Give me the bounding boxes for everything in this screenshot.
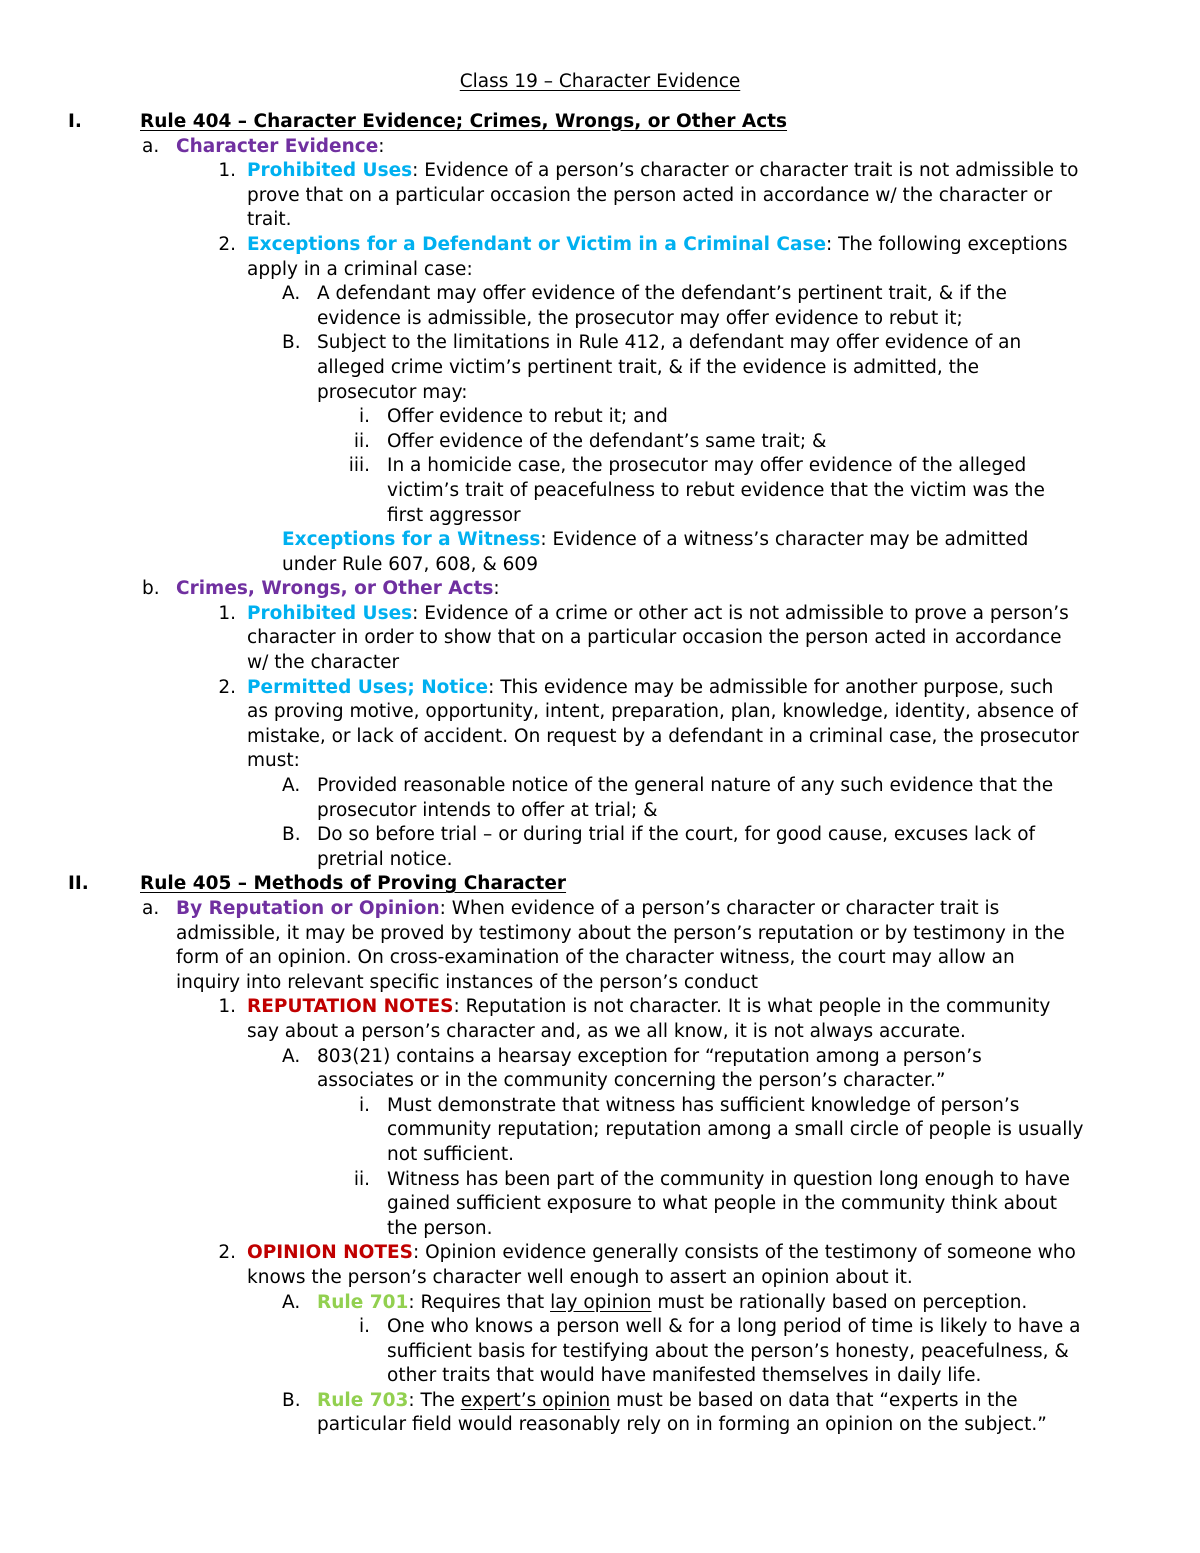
text: A defendant may offer evidence of the defendant’s pertinent trait, & if the (317, 283, 1007, 305)
text-line: knows the person’s character well enough to assert an opinion about it. (247, 1266, 913, 1288)
text: : Evidence of a crime or other act is not admissible to prove a person’s (412, 602, 1069, 624)
list-item (0, 454, 1200, 479)
list-marker: 1. (218, 602, 236, 624)
text-line: evidence is admissible, the prosecutor may offer evidence to rebut it; (317, 307, 963, 329)
text: : Reputation is not character. It is what people in the community (453, 996, 1051, 1018)
text: : Evidence of a person’s character or character trait is not admissible to (412, 160, 1079, 182)
list-marker: i. (358, 1094, 370, 1116)
section-heading (0, 872, 1200, 897)
text-line: inquiry into relevant specific instances of the person’s conduct (176, 971, 759, 993)
list-item (0, 1241, 1200, 1266)
list-marker: 2. (218, 233, 236, 255)
list-item (0, 233, 1200, 258)
document-body (0, 110, 1200, 1438)
text-line: trait. (247, 209, 292, 231)
list-marker: a. (142, 135, 160, 157)
list-marker: A. (282, 775, 301, 797)
text: : Requires that (408, 1291, 551, 1313)
list-item (0, 897, 1200, 922)
text: Offer evidence to rebut it; and (387, 406, 668, 428)
section-title: Rule 405 – Methods of Proving Character (140, 873, 567, 895)
list-marker: 1. (218, 996, 236, 1018)
text: : (493, 578, 500, 600)
text-line: mistake, or lack of accident. On request by a defendant in a criminal case, the prosecutor (247, 725, 1079, 747)
text: : (378, 135, 385, 157)
text-line: admissible, it may be proved by testimony about the person’s reputation or by testimony in the (176, 922, 1065, 944)
text-line: sufficient basis for testifying about the person’s honesty, peacefulness, & (387, 1340, 1069, 1362)
text: One who knows a person well & for a long period of time is likely to have a (387, 1316, 1081, 1338)
text: : The following exceptions (826, 233, 1068, 255)
topic-label: Rule 703 (317, 1389, 409, 1411)
text-line: victim’s trait of peacefulness to rebut evidence that the victim was the (387, 479, 1045, 501)
text-line: apply in a criminal case: (247, 258, 473, 280)
text-line: prosecutor may: (317, 381, 468, 403)
list-item (0, 577, 1200, 602)
list-marker: b. (142, 578, 160, 600)
text: Do so before trial – or during trial if the court, for good cause, excuses lack of (317, 824, 1036, 846)
text-line: under Rule 607, 608, & 609 (282, 553, 538, 575)
text: Subject to the limitations in Rule 412, a defendant may offer evidence of an (317, 332, 1022, 354)
topic-label: Prohibited Uses (247, 160, 413, 182)
text-line: prove that on a particular occasion the person acted in accordance w/ the character or (247, 184, 1053, 206)
list-marker: II. (68, 873, 89, 895)
text-line: as proving motive, opportunity, intent, preparation, plan, knowledge, identity, absence of (247, 701, 1078, 723)
list-marker: i. (358, 1316, 370, 1338)
list-marker: ii. (353, 430, 370, 452)
text: must be rationally based on perception. (651, 1291, 1028, 1313)
list-marker: B. (282, 1389, 301, 1411)
text-line: form of an opinion. On cross-examination of the character witness, the court may allow an (176, 947, 1015, 969)
text-line: pretrial notice. (317, 848, 453, 870)
text-line: gained sufficient exposure to what people in the community think about (387, 1193, 1058, 1215)
topic-label: REPUTATION NOTES (247, 996, 454, 1018)
list-item (0, 405, 1200, 430)
list-marker: a. (142, 898, 160, 919)
topic-label: By Reputation or Opinion (176, 898, 440, 919)
text-line: say about a person’s character and, as we all know, it is not always accurate. (247, 1020, 966, 1042)
text-line: associates or in the community concerning the person’s character.” (317, 1070, 946, 1092)
text-line: character in order to show that on a particular occasion the person acted in accordance (247, 627, 1062, 649)
list-item (0, 430, 1200, 455)
text: : The (408, 1389, 461, 1411)
topic-label: Rule 701 (317, 1291, 409, 1313)
text: : When evidence of a person’s character or character trait is (439, 898, 1000, 919)
text: : This evidence may be admissible for another purpose, such (488, 676, 1054, 698)
list-marker: 2. (218, 1242, 236, 1264)
text: In a homicide case, the prosecutor may offer evidence of the alleged (387, 455, 1027, 477)
text: Offer evidence of the defendant’s same trait; & (387, 430, 827, 452)
list-marker: B. (282, 332, 301, 354)
topic-label: Crimes, Wrongs, or Other Acts (176, 578, 494, 600)
text: must be based on data that “experts in the (610, 1389, 1018, 1411)
text: : Evidence of a witness’s character may be admitted (540, 529, 1029, 551)
text: : Opinion evidence generally consists of the testimony of someone who (412, 1242, 1076, 1264)
text-line: other traits that would have manifested themselves in daily life. (387, 1365, 982, 1387)
text-line: w/ the character (247, 652, 400, 674)
list-item (0, 676, 1200, 701)
document-title: Class 19 – Character Evidence (459, 71, 741, 92)
list-item (0, 159, 1200, 184)
list-item (0, 282, 1200, 307)
text: 803(21) contains a hearsay exception for “reputation among a person’s (317, 1045, 982, 1067)
text-line: community reputation; reputation among a small circle of people is usually (387, 1119, 1084, 1141)
list-item (0, 135, 1200, 160)
list-marker: i. (358, 406, 370, 428)
list-marker: A. (282, 283, 301, 305)
list-item (0, 1315, 1200, 1340)
text-line: must: (247, 750, 300, 772)
topic-label: Prohibited Uses (247, 602, 413, 624)
list-marker: 2. (218, 676, 236, 698)
text: Witness has been part of the community in question long enough to have (387, 1168, 1070, 1190)
list-item (0, 1168, 1200, 1193)
text-line: alleged crime victim’s pertinent trait, & if the evidence is admitted, the (317, 356, 979, 378)
text: Provided reasonable notice of the general nature of any such evidence that the (317, 775, 1054, 797)
text-line: not sufficient. (387, 1143, 514, 1165)
section-title: Rule 404 – Character Evidence; Crimes, Wrongs, or Other Acts (140, 111, 788, 132)
list-item (0, 602, 1200, 627)
list-item (0, 528, 1200, 553)
list-marker: A. (282, 1291, 301, 1313)
list-marker: A. (282, 1045, 301, 1067)
topic-label: Character Evidence (176, 135, 379, 157)
text-line: first aggressor (387, 504, 521, 526)
text-line: the person. (387, 1217, 493, 1239)
list-marker: B. (282, 824, 301, 846)
text-line: prosecutor intends to offer at trial; & (317, 799, 658, 821)
list-item (0, 823, 1200, 848)
list-item (0, 1291, 1200, 1316)
section-heading (0, 110, 1200, 135)
text: Must demonstrate that witness has sufficient knowledge of person’s (387, 1094, 1020, 1116)
list-marker: I. (68, 111, 82, 132)
underlined-term: lay opinion (550, 1291, 652, 1313)
topic-label: Permitted Uses; Notice (247, 676, 489, 698)
topic-label: OPINION NOTES (247, 1242, 413, 1264)
list-marker: ii. (353, 1168, 370, 1190)
underlined-term: expert’s opinion (460, 1389, 611, 1411)
list-item (0, 774, 1200, 799)
list-marker: 1. (218, 160, 236, 182)
list-item (0, 1389, 1200, 1414)
list-marker: iii. (348, 455, 370, 477)
text-line: particular field would reasonably rely on in forming an opinion on the subject.” (317, 1414, 1047, 1436)
list-item (0, 1094, 1200, 1119)
list-item (0, 331, 1200, 356)
list-item (0, 995, 1200, 1020)
list-item (0, 1045, 1200, 1070)
topic-label: Exceptions for a Witness (282, 529, 541, 551)
topic-label: Exceptions for a Defendant or Victim in a Criminal Case (247, 233, 827, 255)
